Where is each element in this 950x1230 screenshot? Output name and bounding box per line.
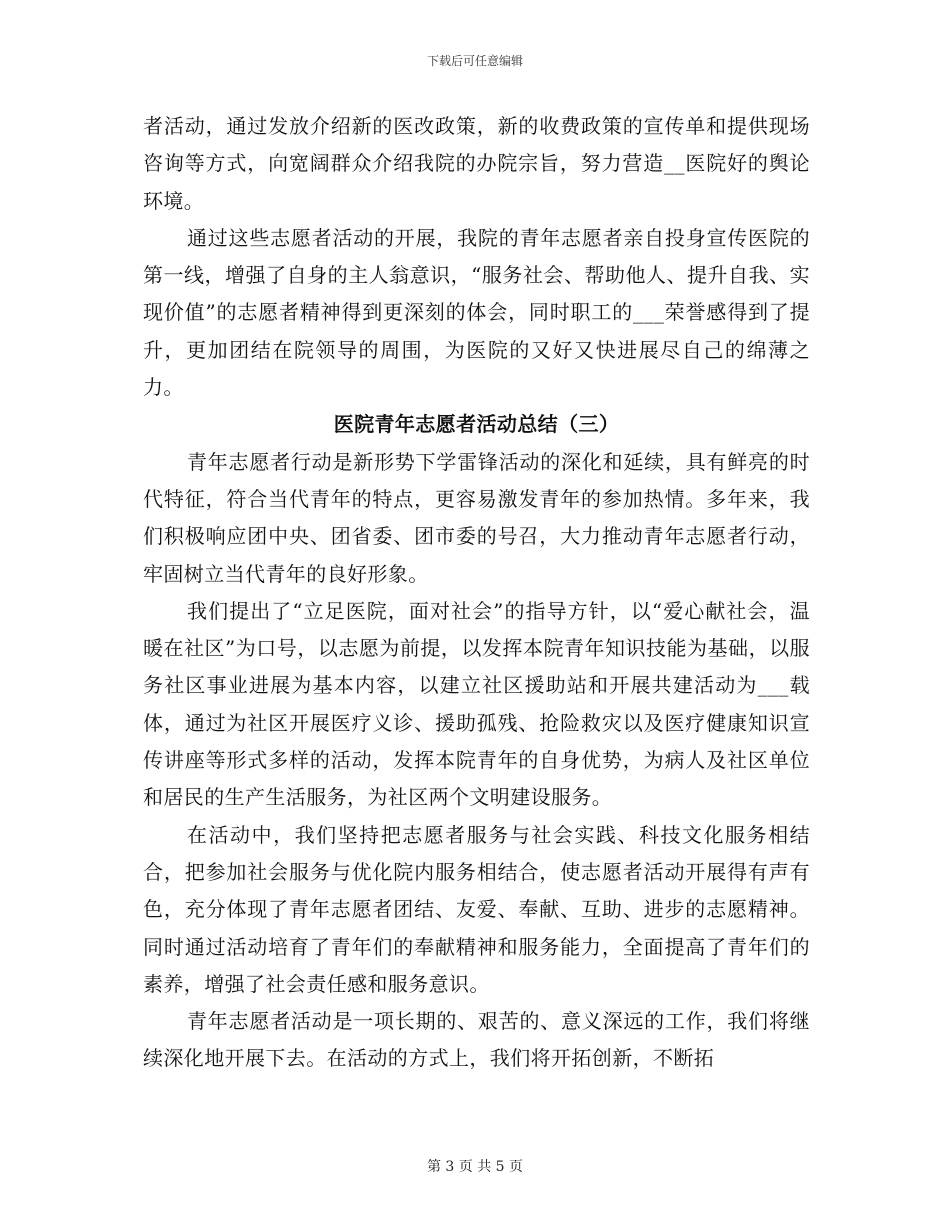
paragraph-continuation: 者活动，通过发放介绍新的医改政策，新的收费政策的宣传单和提供现场咨询等方式，向宽阔群众介绍我院的办院宗旨，努力营造__医院好的舆论环境。 [143, 114, 810, 213]
paragraph-intro: 青年志愿者行动是新形势下学雷锋活动的深化和延续，具有鲜亮的时代特征，符合当代青年的特点，更容易激发青年的参加热情。多年来，我们积极响应团中央、团省委、团市委的号召，大力推动青年志愿者行动，牢固树立当代青年的良好形象。 [143, 449, 810, 586]
page-number: 第 3 页 共 5 页 [426, 1159, 524, 1175]
paragraph-guideline: 我们提出了“立足医院，面对社会”的指导方针，以“爱心献社会，温暖在社区”为口号，以志愿为前提，以发挥本院青年知识技能为基础，以服务社区事业进展为基本内容，以建立社区援助站和开展共建活动为___载体，通过为社区开展医疗义诊、援助孤残、抢险救灾以及医疗健康知识宣传讲座等形式多样的活动，发挥本院青年的自身优势，为病人及社区单位和居民的生产生活服务，为社区两个文明建设服务。 [143, 598, 810, 810]
section-title: 医院青年志愿者活动总结（三） [333, 412, 620, 437]
paragraph-outlook: 青年志愿者活动是一项长期的、艰苦的、意义深远的工作，我们将继续深化地开展下去。在活动的方式上，我们将开拓创新，不断拓 [143, 1009, 810, 1071]
paragraph-volunteer-results: 通过这些志愿者活动的开展，我院的青年志愿者亲自投身宣传医院的第一线，增强了自身的主人翁意识，“服务社会、帮助他人、提升自我、实现价值”的志愿者精神得到更深刻的体会，同时职工的___荣誉感得到了提升，更加团结在院领导的周围，为医院的又好又快进展尽自己的绵薄之力。 [143, 225, 810, 400]
document-body [143, 108, 810, 1078]
paragraph-activities: 在活动中，我们坚持把志愿者服务与社会实践、科技文化服务相结合，把参加社会服务与优化院内服务相结合，使志愿者活动开展得有声有色，充分体现了青年志愿者团结、友爱、奉献、互助、进步的志愿精神。同时通过活动培育了青年们的奉献精神和服务能力，全面提高了青年们的素养，增强了社会责任感和服务意识。 [143, 822, 810, 996]
header-note: 下载后可任意编辑 [426, 54, 523, 68]
